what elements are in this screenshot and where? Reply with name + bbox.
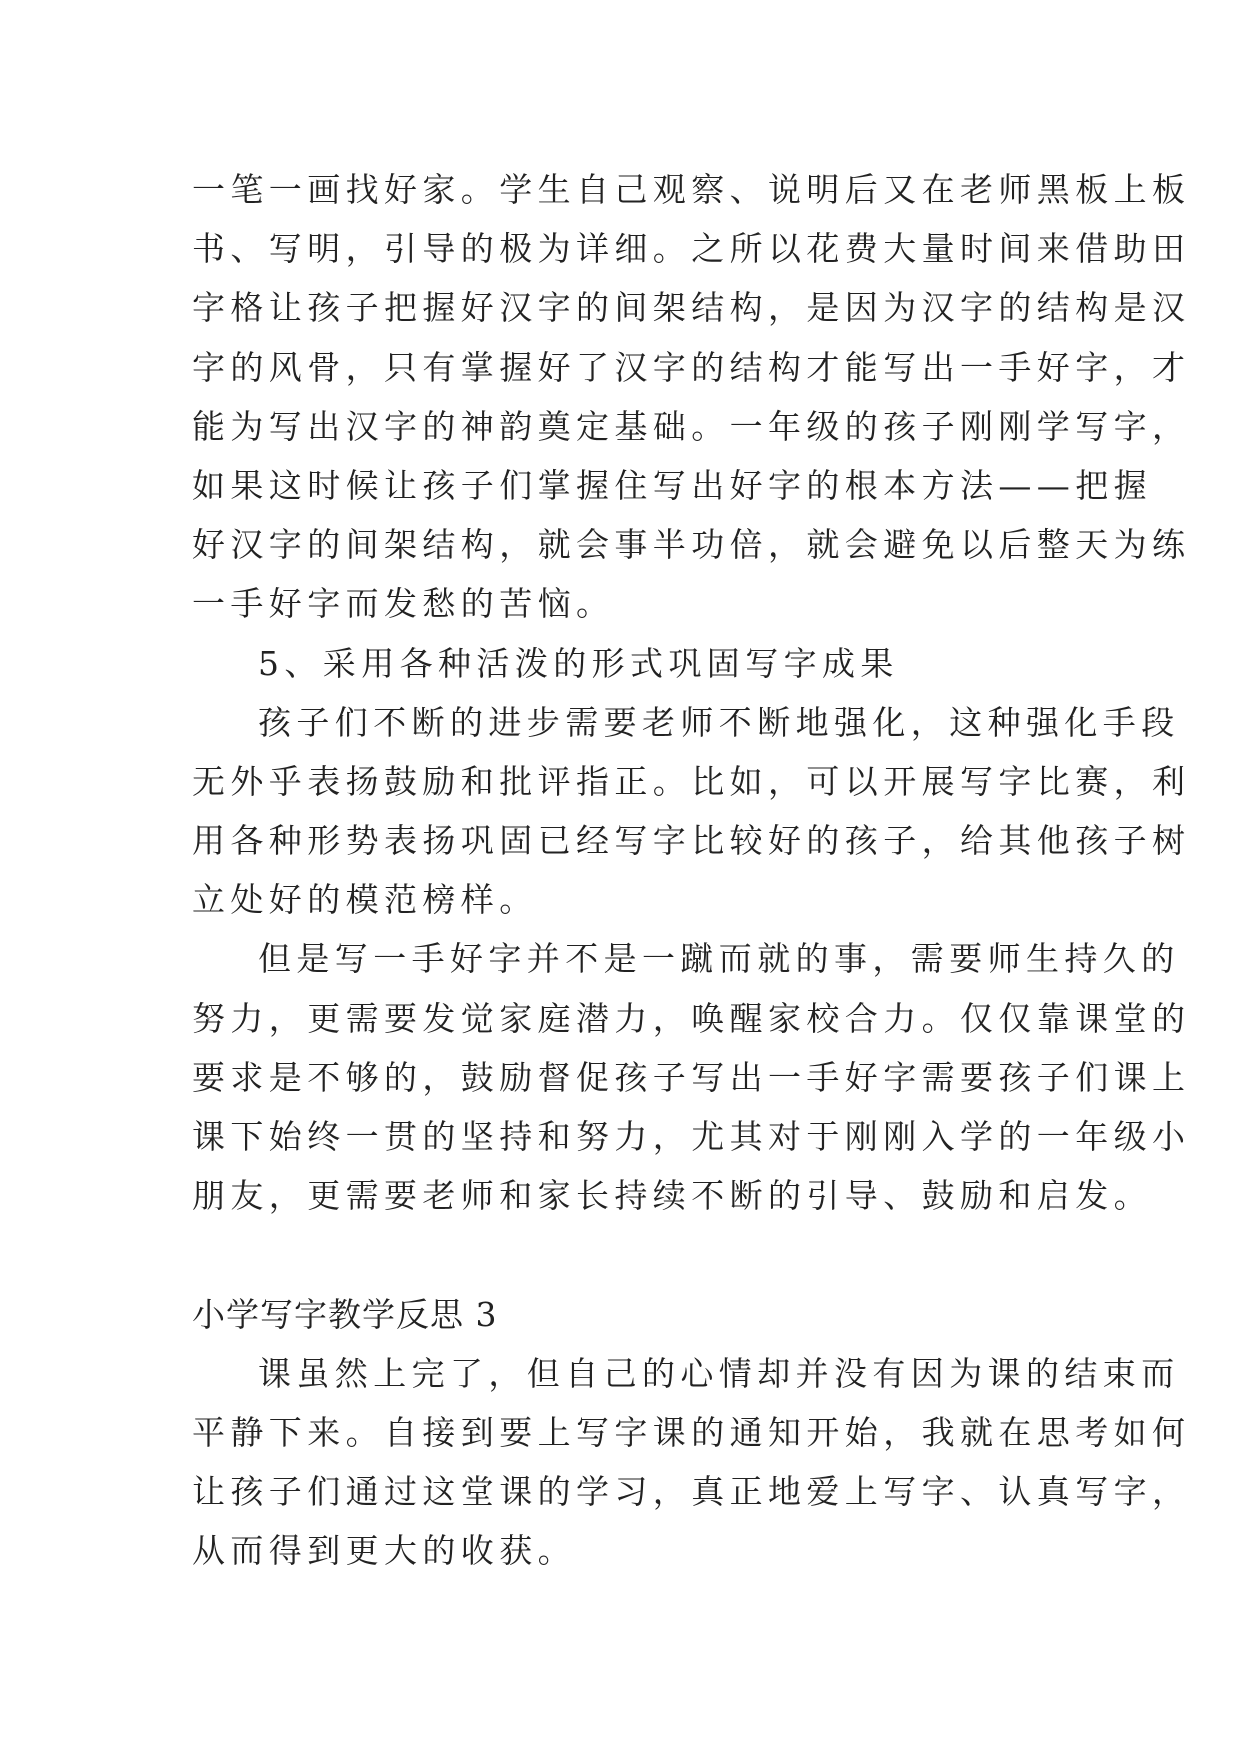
paragraph-gap bbox=[192, 1225, 1054, 1284]
body-line: 朋友，更需要老师和家长持续不断的引导、鼓励和启发。 bbox=[192, 1176, 1152, 1216]
article-title: 小学写字教学反思 3 bbox=[192, 1294, 498, 1334]
body-line: 孩子们不断的进步需要老师不断地强化，这种强化手段 bbox=[258, 702, 1180, 742]
body-line: 能为写出汉字的神韵奠定基础。一年级的孩子刚刚学写字， bbox=[192, 406, 1191, 446]
body-line: 书、写明，引导的极为详细。之所以花费大量时间来借助田 bbox=[192, 229, 1191, 269]
body-line: 如果这时候让孩子们掌握住写出好字的根本方法——把握 bbox=[192, 465, 1152, 505]
body-line: 要求是不够的，鼓励督促孩子写出一手好字需要孩子们课上 bbox=[192, 1057, 1191, 1097]
body-line: 用各种形势表扬巩固已经写字比较好的孩子，给其他孩子树 bbox=[192, 821, 1191, 861]
body-line: 让孩子们通过这堂课的学习，真正地爱上写字、认真写字， bbox=[192, 1472, 1191, 1512]
body-line: 一笔一画找好家。学生自己观察、说明后又在老师黑板上板 bbox=[192, 170, 1191, 209]
section-heading: 5、采用各种活泼的形式巩固写字成果 bbox=[258, 643, 899, 683]
body-line: 平静下来。自接到要上写字课的通知开始，我就在思考如何 bbox=[192, 1412, 1191, 1452]
body-line: 字的风骨，只有掌握好了汉字的结构才能写出一手好字，才 bbox=[192, 347, 1191, 387]
body-line: 字格让孩子把握好汉字的间架结构，是因为汉字的结构是汉 bbox=[192, 288, 1191, 328]
body-line: 一手好字而发愁的苦恼。 bbox=[192, 584, 615, 624]
body-line: 努力，更需要发觉家庭潜力，唤醒家校合力。仅仅靠课堂的 bbox=[192, 998, 1191, 1038]
body-line: 立处好的模范榜样。 bbox=[192, 880, 538, 920]
body-line: 课虽然上完了，但自己的心情却并没有因为课的结束而 bbox=[258, 1353, 1180, 1393]
document-body bbox=[192, 160, 1191, 1581]
body-line: 从而得到更大的收获。 bbox=[192, 1531, 576, 1571]
body-line: 课下始终一贯的坚持和努力，尤其对于刚刚入学的一年级小 bbox=[192, 1117, 1191, 1156]
body-line: 但是写一手好字并不是一蹴而就的事，需要师生持久的 bbox=[258, 939, 1180, 979]
body-line: 无外乎表扬鼓励和批评指正。比如，可以开展写字比赛，利 bbox=[192, 761, 1191, 801]
body-line: 好汉字的间架结构，就会事半功倍，就会避免以后整天为练 bbox=[192, 525, 1191, 565]
